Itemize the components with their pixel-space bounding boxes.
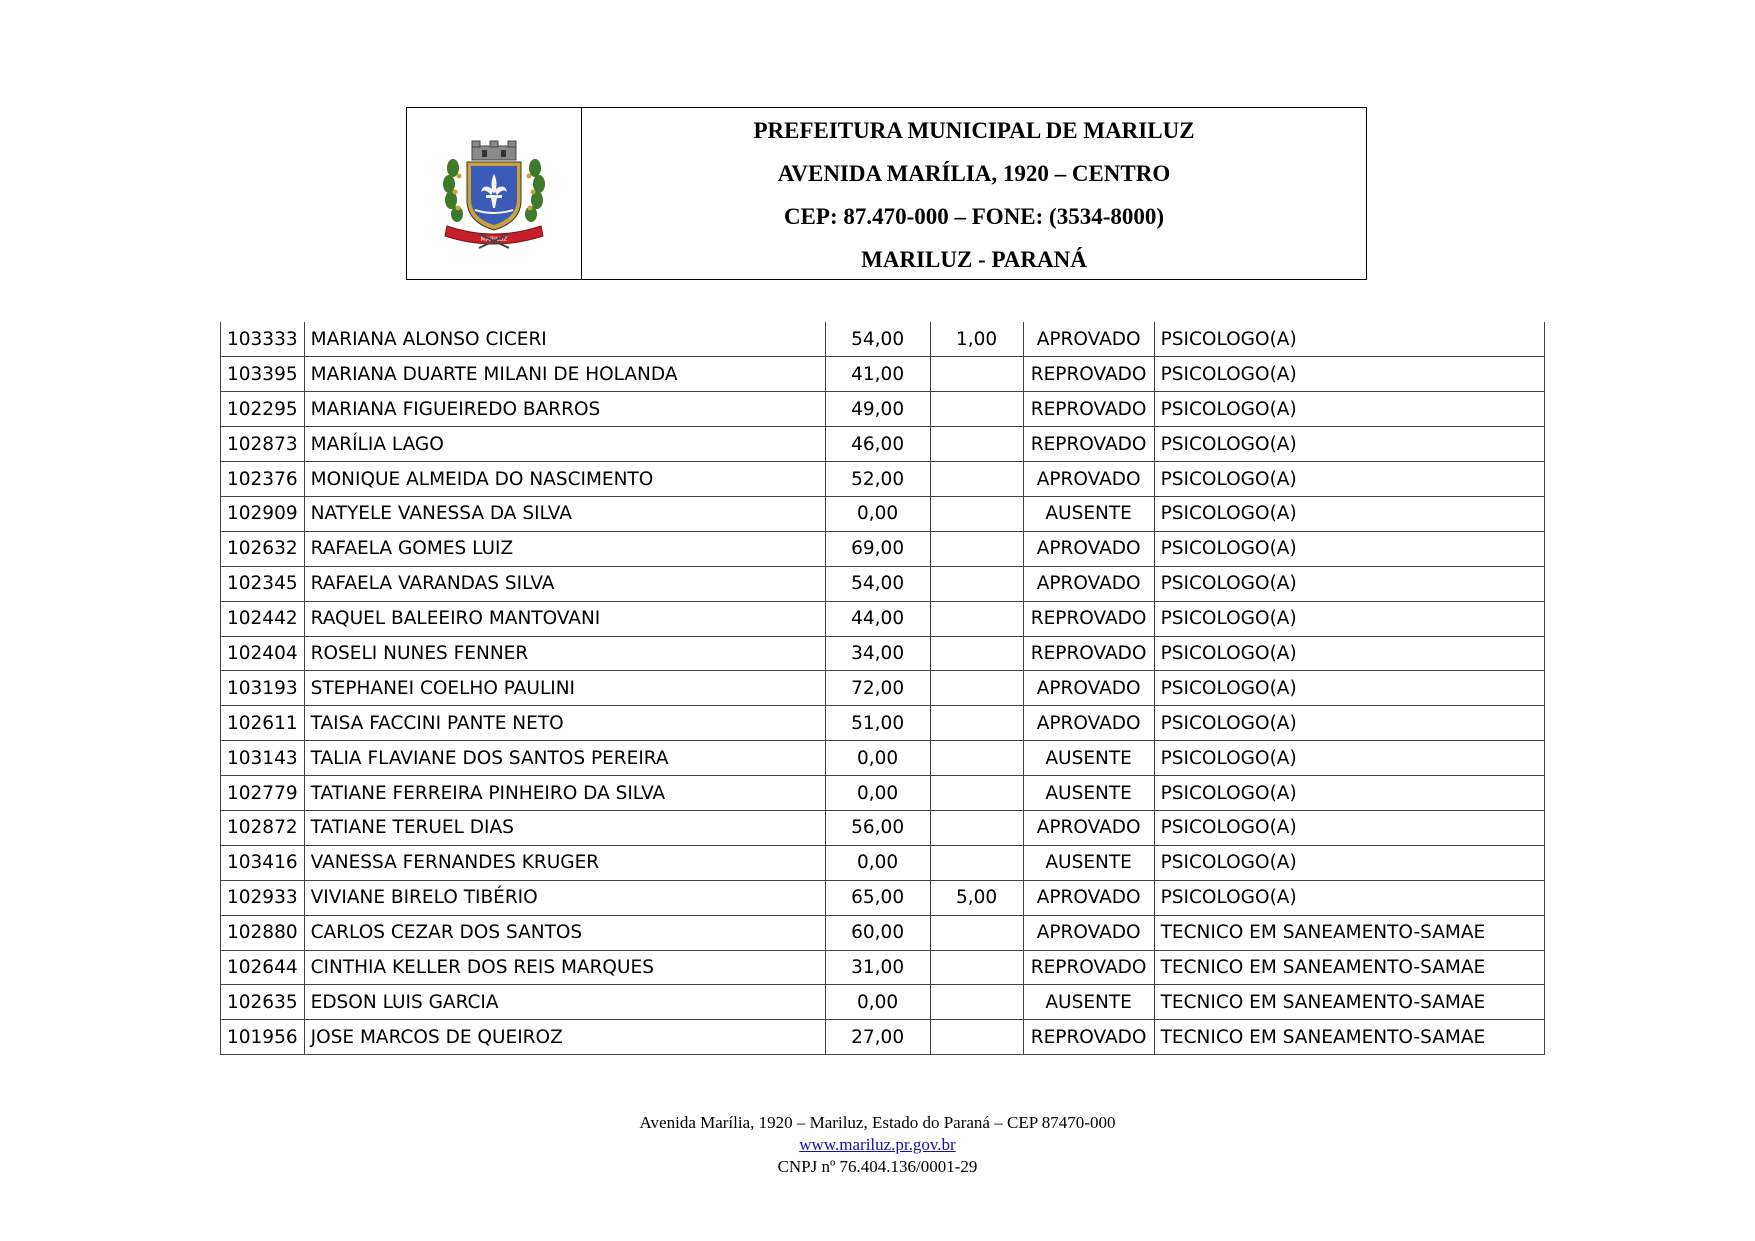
table-row [221, 845, 1545, 880]
table-row [221, 915, 1545, 950]
table-row [221, 671, 1545, 706]
candidate-status: APROVADO [1023, 462, 1154, 497]
candidate-role: PSICOLOGO(A) [1154, 706, 1544, 741]
candidate-code: 102345 [221, 566, 305, 601]
candidate-name: NATYELE VANESSA DA SILVA [304, 496, 825, 531]
candidate-code: 102295 [221, 392, 305, 427]
candidate-bonus [930, 1020, 1023, 1055]
candidate-code: 103193 [221, 671, 305, 706]
candidate-status: APROVADO [1023, 671, 1154, 706]
table-row [221, 880, 1545, 915]
table-row [221, 1020, 1545, 1055]
candidate-name: MARIANA ALONSO CICERI [304, 322, 825, 357]
footer-cnpj: CNPJ nº 76.404.136/0001-29 [777, 1157, 978, 1176]
candidate-code: 102376 [221, 462, 305, 497]
candidate-role: TECNICO EM SANEAMENTO-SAMAE [1154, 915, 1544, 950]
candidate-score: 51,00 [825, 706, 930, 741]
candidate-code: 103143 [221, 741, 305, 776]
candidate-score: 56,00 [825, 810, 930, 845]
candidate-score: 41,00 [825, 357, 930, 392]
results-table-body [221, 322, 1545, 1055]
header-cep-phone: CEP: 87.470-000 – FONE: (3534-8000) [783, 203, 1165, 229]
candidate-bonus [930, 566, 1023, 601]
candidate-code: 102872 [221, 810, 305, 845]
candidate-bonus [930, 357, 1023, 392]
coat-of-arms-icon [439, 138, 549, 250]
candidate-status: REPROVADO [1023, 357, 1154, 392]
candidate-status: AUSENTE [1023, 741, 1154, 776]
candidate-bonus [930, 636, 1023, 671]
candidate-score: 54,00 [825, 566, 930, 601]
candidate-code: 102644 [221, 950, 305, 985]
candidate-score: 0,00 [825, 845, 930, 880]
candidate-bonus [930, 915, 1023, 950]
letterhead-text [582, 108, 1366, 279]
crest-cell [407, 108, 582, 279]
candidate-role: PSICOLOGO(A) [1154, 462, 1544, 497]
table-row [221, 392, 1545, 427]
candidate-role: PSICOLOGO(A) [1154, 496, 1544, 531]
candidate-role: TECNICO EM SANEAMENTO-SAMAE [1154, 985, 1544, 1020]
candidate-status: REPROVADO [1023, 427, 1154, 462]
candidate-code: 103395 [221, 357, 305, 392]
candidate-score: 72,00 [825, 671, 930, 706]
candidate-name: VIVIANE BIRELO TIBÉRIO [304, 880, 825, 915]
table-row [221, 985, 1545, 1020]
candidate-score: 0,00 [825, 776, 930, 811]
candidate-code: 103416 [221, 845, 305, 880]
candidate-status: REPROVADO [1023, 950, 1154, 985]
crest-ribbon-text: MARILUZ [480, 235, 508, 243]
candidate-role: PSICOLOGO(A) [1154, 810, 1544, 845]
candidate-bonus [930, 392, 1023, 427]
candidate-name: MARÍLIA LAGO [304, 427, 825, 462]
header-city-state: MARILUZ - PARANÁ [861, 246, 1087, 272]
candidate-code: 102404 [221, 636, 305, 671]
candidate-code: 102933 [221, 880, 305, 915]
candidate-score: 46,00 [825, 427, 930, 462]
table-row [221, 427, 1545, 462]
table-row [221, 810, 1545, 845]
candidate-name: JOSE MARCOS DE QUEIROZ [304, 1020, 825, 1055]
candidate-name: TATIANE FERREIRA PINHEIRO DA SILVA [304, 776, 825, 811]
header-address: AVENIDA MARÍLIA, 1920 – CENTRO [777, 160, 1171, 186]
candidate-score: 44,00 [825, 601, 930, 636]
results-table [220, 322, 1545, 1055]
candidate-status: APROVADO [1023, 566, 1154, 601]
candidate-role: PSICOLOGO(A) [1154, 566, 1544, 601]
footer [0, 1112, 1755, 1178]
candidate-role: TECNICO EM SANEAMENTO-SAMAE [1154, 1020, 1544, 1055]
candidate-name: TATIANE TERUEL DIAS [304, 810, 825, 845]
candidate-role: PSICOLOGO(A) [1154, 322, 1544, 357]
candidate-bonus [930, 531, 1023, 566]
candidate-name: MARIANA DUARTE MILANI DE HOLANDA [304, 357, 825, 392]
table-row [221, 741, 1545, 776]
table-row [221, 322, 1545, 357]
candidate-role: PSICOLOGO(A) [1154, 776, 1544, 811]
letterhead [406, 107, 1367, 280]
table-row [221, 566, 1545, 601]
candidate-role: PSICOLOGO(A) [1154, 741, 1544, 776]
candidate-status: AUSENTE [1023, 496, 1154, 531]
candidate-bonus: 1,00 [930, 322, 1023, 357]
candidate-status: AUSENTE [1023, 776, 1154, 811]
candidate-role: PSICOLOGO(A) [1154, 392, 1544, 427]
candidate-name: RAFAELA VARANDAS SILVA [304, 566, 825, 601]
candidate-bonus [930, 601, 1023, 636]
candidate-score: 0,00 [825, 985, 930, 1020]
candidate-score: 34,00 [825, 636, 930, 671]
candidate-status: APROVADO [1023, 915, 1154, 950]
candidate-role: PSICOLOGO(A) [1154, 601, 1544, 636]
table-row [221, 636, 1545, 671]
candidate-score: 27,00 [825, 1020, 930, 1055]
municipality-name: PREFEITURA MUNICIPAL DE MARILUZ [753, 117, 1195, 143]
candidate-status: REPROVADO [1023, 636, 1154, 671]
candidate-role: PSICOLOGO(A) [1154, 357, 1544, 392]
candidate-code: 102442 [221, 601, 305, 636]
table-row [221, 776, 1545, 811]
table-row [221, 531, 1545, 566]
candidate-bonus: 5,00 [930, 880, 1023, 915]
candidate-name: CINTHIA KELLER DOS REIS MARQUES [304, 950, 825, 985]
candidate-name: MONIQUE ALMEIDA DO NASCIMENTO [304, 462, 825, 497]
candidate-status: APROVADO [1023, 810, 1154, 845]
candidate-status: APROVADO [1023, 531, 1154, 566]
candidate-bonus [930, 845, 1023, 880]
candidate-role: PSICOLOGO(A) [1154, 845, 1544, 880]
table-row [221, 462, 1545, 497]
candidate-role: PSICOLOGO(A) [1154, 880, 1544, 915]
candidate-bonus [930, 496, 1023, 531]
candidate-bonus [930, 671, 1023, 706]
candidate-bonus [930, 427, 1023, 462]
candidate-status: AUSENTE [1023, 985, 1154, 1020]
candidate-score: 0,00 [825, 741, 930, 776]
candidate-score: 60,00 [825, 915, 930, 950]
candidate-role: PSICOLOGO(A) [1154, 671, 1544, 706]
candidate-status: APROVADO [1023, 706, 1154, 741]
candidate-name: RAFAELA GOMES LUIZ [304, 531, 825, 566]
candidate-score: 65,00 [825, 880, 930, 915]
candidate-score: 49,00 [825, 392, 930, 427]
candidate-score: 52,00 [825, 462, 930, 497]
candidate-score: 0,00 [825, 496, 930, 531]
candidate-code: 103333 [221, 322, 305, 357]
website-link[interactable]: www.mariluz.pr.gov.br [799, 1135, 956, 1154]
candidate-code: 102779 [221, 776, 305, 811]
candidate-status: APROVADO [1023, 322, 1154, 357]
table-row [221, 357, 1545, 392]
candidate-status: REPROVADO [1023, 392, 1154, 427]
candidate-name: STEPHANEI COELHO PAULINI [304, 671, 825, 706]
candidate-name: TALIA FLAVIANE DOS SANTOS PEREIRA [304, 741, 825, 776]
table-row [221, 601, 1545, 636]
candidate-status: APROVADO [1023, 880, 1154, 915]
candidate-status: REPROVADO [1023, 1020, 1154, 1055]
candidate-name: MARIANA FIGUEIREDO BARROS [304, 392, 825, 427]
candidate-code: 102909 [221, 496, 305, 531]
candidate-name: ROSELI NUNES FENNER [304, 636, 825, 671]
candidate-name: RAQUEL BALEEIRO MANTOVANI [304, 601, 825, 636]
candidate-name: VANESSA FERNANDES KRUGER [304, 845, 825, 880]
candidate-role: PSICOLOGO(A) [1154, 636, 1544, 671]
footer-address: Avenida Marília, 1920 – Mariluz, Estado do Paraná – CEP 87470-000 [639, 1113, 1116, 1132]
candidate-score: 69,00 [825, 531, 930, 566]
candidate-role: PSICOLOGO(A) [1154, 531, 1544, 566]
candidate-name: EDSON LUIS GARCIA [304, 985, 825, 1020]
candidate-bonus [930, 810, 1023, 845]
candidate-score: 31,00 [825, 950, 930, 985]
candidate-bonus [930, 950, 1023, 985]
candidate-code: 101956 [221, 1020, 305, 1055]
candidate-name: TAISA FACCINI PANTE NETO [304, 706, 825, 741]
candidate-code: 102632 [221, 531, 305, 566]
candidate-score: 54,00 [825, 322, 930, 357]
candidate-name: CARLOS CEZAR DOS SANTOS [304, 915, 825, 950]
table-row [221, 496, 1545, 531]
candidate-bonus [930, 776, 1023, 811]
candidate-code: 102635 [221, 985, 305, 1020]
candidate-code: 102611 [221, 706, 305, 741]
candidate-code: 102880 [221, 915, 305, 950]
table-row [221, 950, 1545, 985]
candidate-code: 102873 [221, 427, 305, 462]
candidate-bonus [930, 741, 1023, 776]
candidate-bonus [930, 462, 1023, 497]
candidate-status: AUSENTE [1023, 845, 1154, 880]
candidate-status: REPROVADO [1023, 601, 1154, 636]
candidate-role: PSICOLOGO(A) [1154, 427, 1544, 462]
candidate-bonus [930, 706, 1023, 741]
candidate-role: TECNICO EM SANEAMENTO-SAMAE [1154, 950, 1544, 985]
table-row [221, 706, 1545, 741]
candidate-bonus [930, 985, 1023, 1020]
